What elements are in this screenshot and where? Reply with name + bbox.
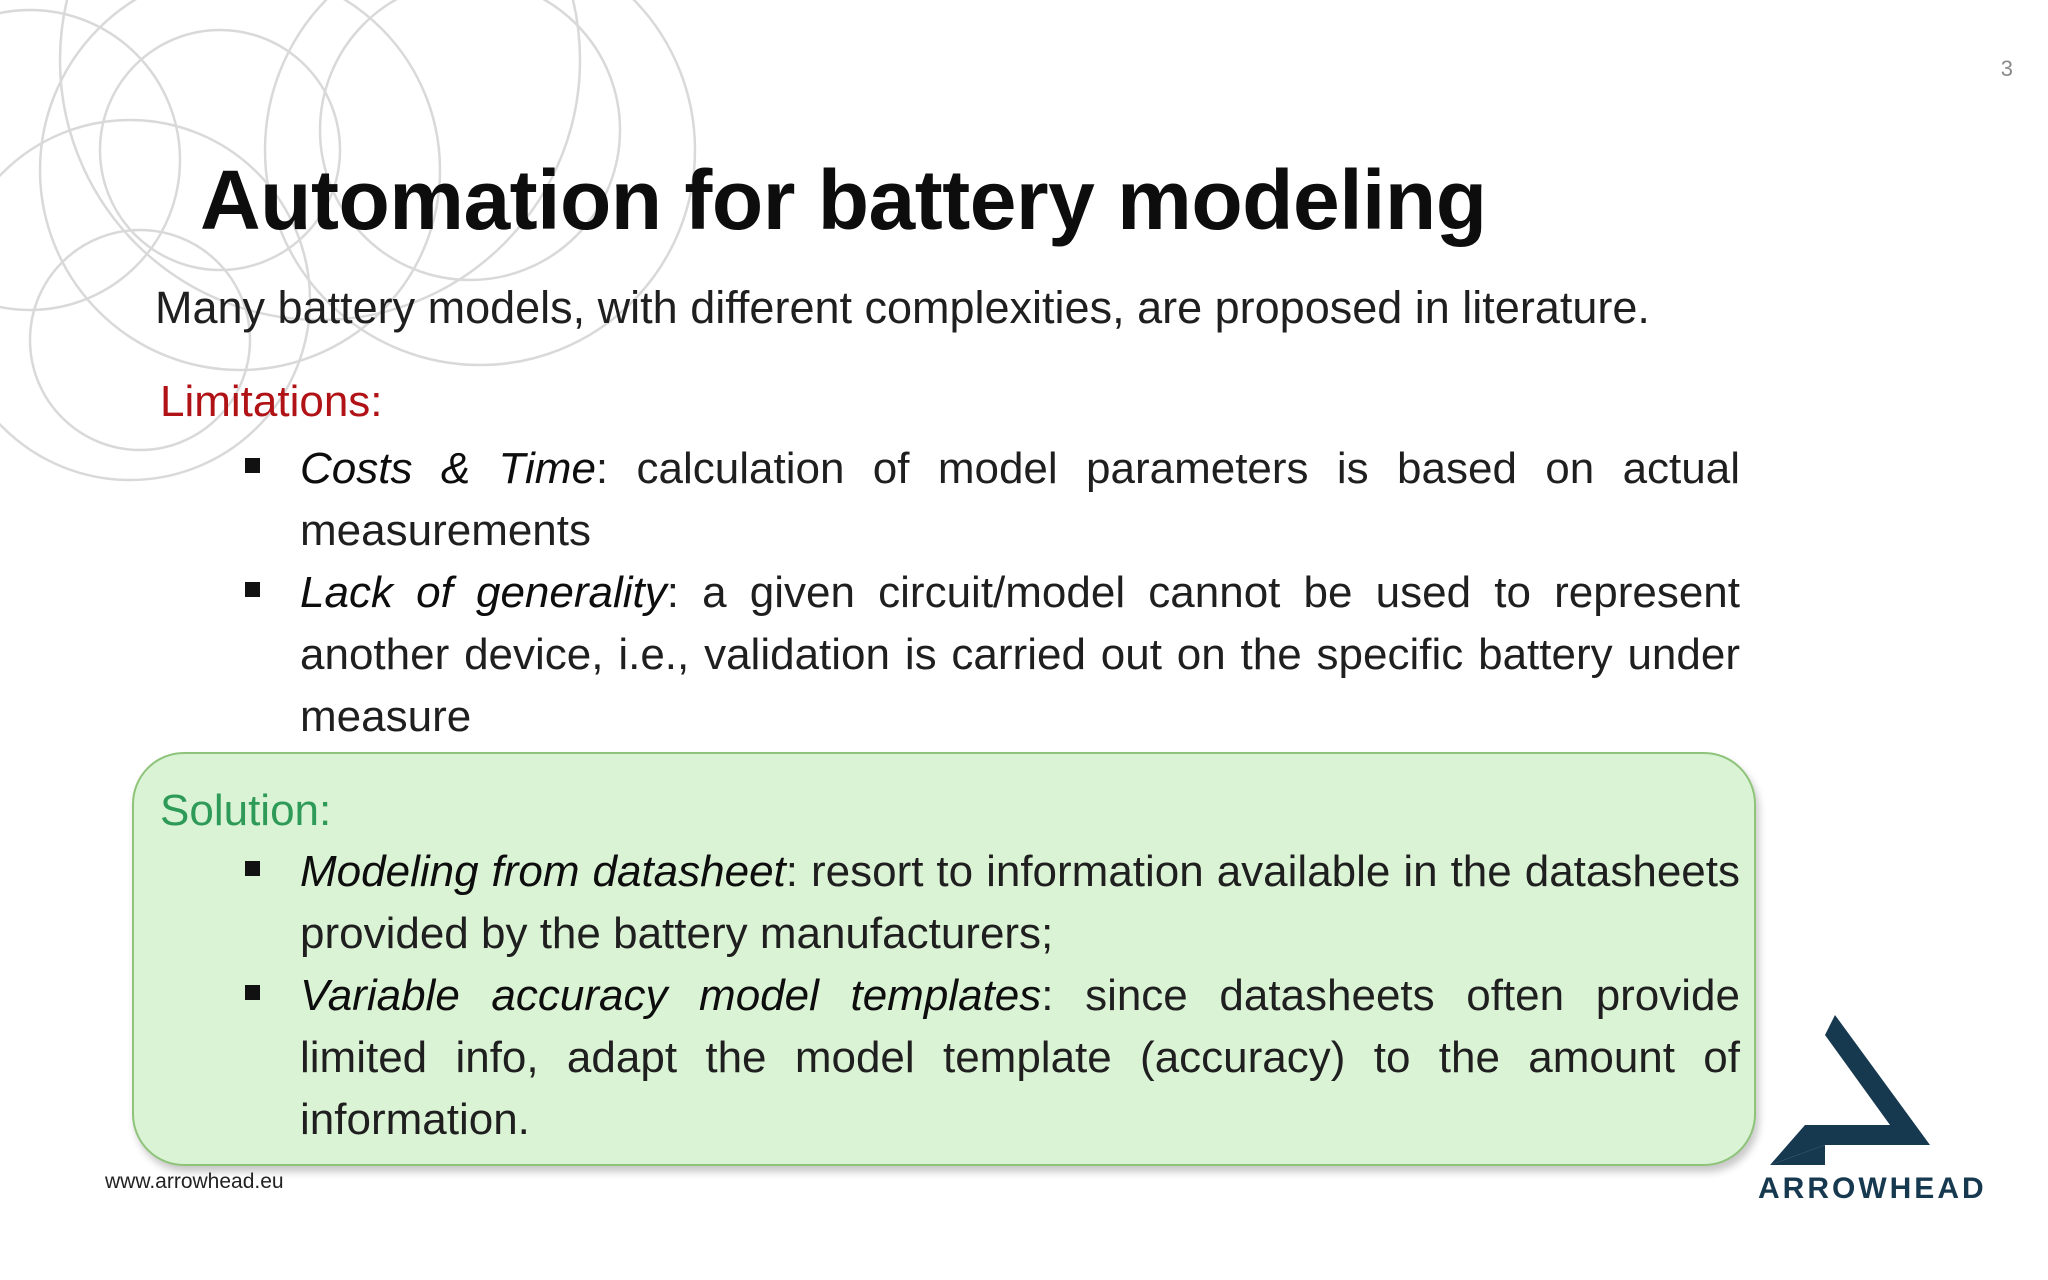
bullet-term: Variable accuracy model templates bbox=[300, 971, 1042, 1020]
slide-title: Automation for battery modeling bbox=[200, 153, 1487, 247]
square-bullet-icon bbox=[245, 458, 260, 473]
bullet-term: Lack of generality bbox=[300, 568, 667, 617]
page-number: 3 bbox=[2000, 56, 2013, 81]
bullet-text: : resort to information available in the datasheets provided by the battery manufacturers; bbox=[300, 847, 1740, 958]
bullet-text: : a given circuit/model cannot be used to represent another device, i.e., validation is carried out on the specific battery under measure bbox=[300, 568, 1740, 741]
bullet-term: Costs & Time bbox=[300, 444, 596, 493]
limitations-list bbox=[300, 438, 1740, 748]
limitations-heading: Limitations: bbox=[160, 377, 383, 426]
list-item bbox=[300, 841, 1740, 965]
bullet-text: : calculation of model parameters is based on actual measurements bbox=[300, 444, 1740, 555]
arrowhead-logo-text: ARROWHEAD bbox=[1758, 1172, 1987, 1205]
list-item bbox=[300, 562, 1740, 748]
solution-heading: Solution: bbox=[160, 786, 332, 835]
list-item bbox=[300, 965, 1740, 1151]
square-bullet-icon bbox=[245, 985, 260, 1000]
square-bullet-icon bbox=[245, 582, 260, 597]
footer-url: www.arrowhead.eu bbox=[105, 1170, 284, 1193]
square-bullet-icon bbox=[245, 861, 260, 876]
bullet-text: : since datasheets often provide limited info, adapt the model template (accuracy) to the amount of information. bbox=[300, 971, 1740, 1144]
intro-text: Many battery models, with different complexities, are proposed in literature. bbox=[155, 282, 1650, 333]
bullet-term: Modeling from datasheet bbox=[300, 847, 786, 896]
solution-list bbox=[300, 841, 1740, 1151]
list-item bbox=[300, 438, 1740, 562]
